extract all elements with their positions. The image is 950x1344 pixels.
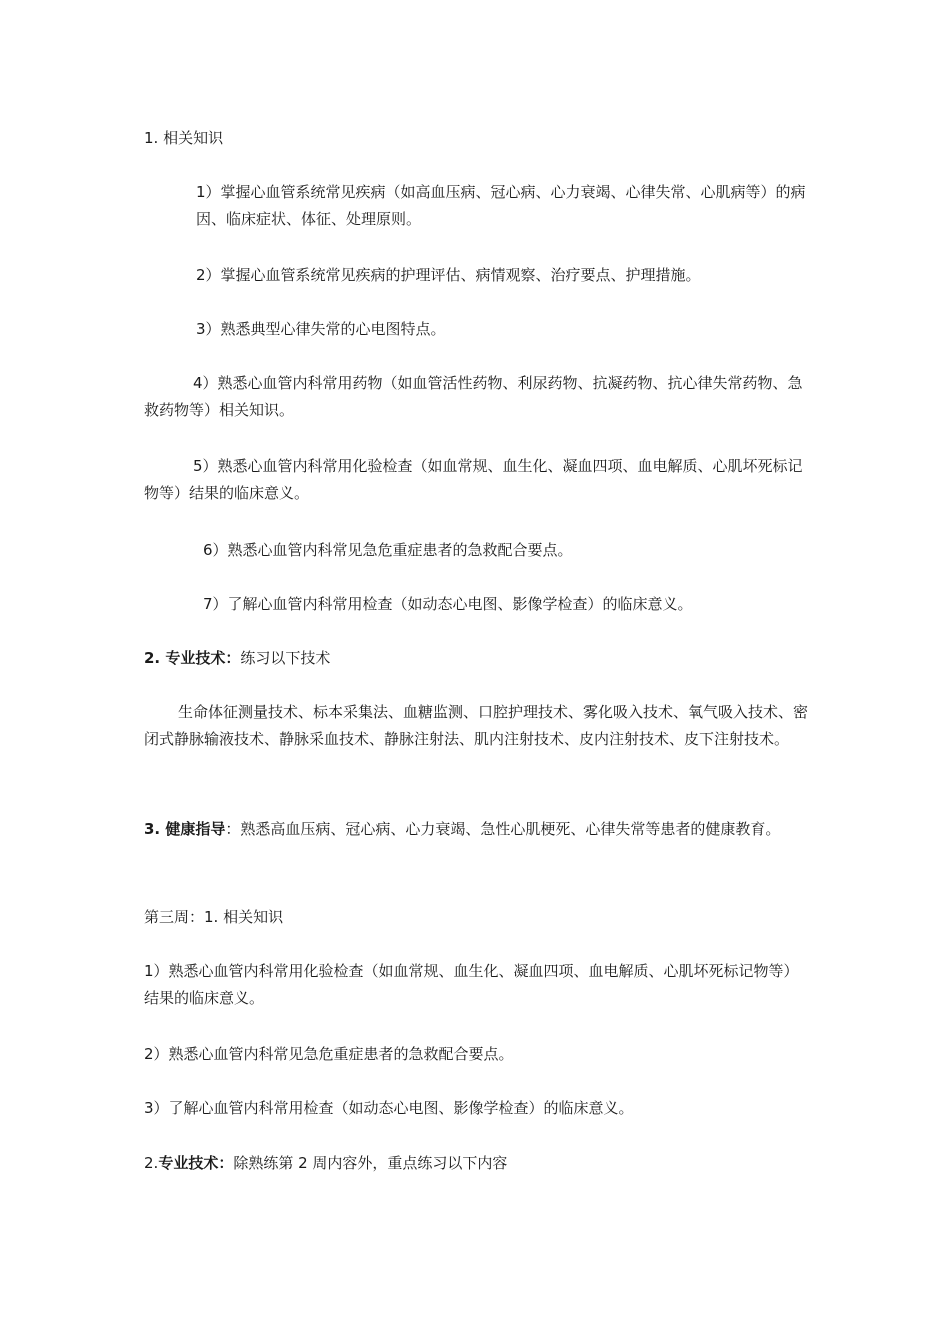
week3-tech-heading <box>144 1150 808 1177</box>
section1-item-7: 7）了解心血管内科常用检查（如动态心电图、影像学检查）的临床意义。 <box>203 595 693 613</box>
section1-item-4: 4）熟悉心血管内科常用药物（如血管活性药物、利尿药物、抗凝药物、抗心律失常药物、急救药物等）相关知识。 <box>144 374 803 419</box>
week3-item-3: 3）了解心血管内科常用检查（如动态心电图、影像学检查）的临床意义。 <box>144 1099 634 1117</box>
section3-heading <box>144 816 808 843</box>
week3-tech-rest: 除熟练第 2 周内容外，重点练习以下内容 <box>233 1154 508 1172</box>
week3-item-1: 1）熟悉心血管内科常用化验检查（如血常规、血生化、凝血四项、血电解质、心肌坏死标记物等）结果的临床意义。 <box>144 962 799 1007</box>
section2-body: 生命体征测量技术、标本采集法、血糖监测、口腔护理技术、雾化吸入技术、氧气吸入技术、密闭式静脉输液技术、静脉采血技术、静脉注射法、肌内注射技术、皮内注射技术、皮下注射技术。 <box>144 703 809 748</box>
section1-item-5: 5）熟悉心血管内科常用化验检查（如血常规、血生化、凝血四项、血电解质、心肌坏死标记物等）结果的临床意义。 <box>144 457 803 502</box>
week3-heading: 第三周：1. 相关知识 <box>144 908 284 926</box>
section1-item-3: 3）熟悉典型心律失常的心电图特点。 <box>196 320 446 338</box>
section1-item-2: 2）掌握心血管系统常见疾病的护理评估、病情观察、治疗要点、护理措施。 <box>196 266 701 284</box>
week3-tech-bold: 专业技术： <box>158 1154 234 1172</box>
section1-heading: 1. 相关知识 <box>144 129 224 147</box>
section3-heading-bold: 3. 健康指导 <box>144 820 226 838</box>
section1-item-6: 6）熟悉心血管内科常见急危重症患者的急救配合要点。 <box>203 541 573 559</box>
section2-heading <box>144 645 808 672</box>
week3-tech-prefix: 2. <box>144 1154 159 1172</box>
section3-heading-rest: ：熟悉高血压病、冠心病、心力衰竭、急性心肌梗死、心律失常等患者的健康教育。 <box>225 820 781 838</box>
section2-heading-bold: 2. 专业技术： <box>144 649 241 667</box>
section2-heading-rest: 练习以下技术 <box>240 649 331 667</box>
week3-item-2: 2）熟悉心血管内科常见急危重症患者的急救配合要点。 <box>144 1045 514 1063</box>
section1-item-1: 1）掌握心血管系统常见疾病（如高血压病、冠心病、心力衰竭、心律失常、心肌病等）的病因、临床症状、体征、处理原则。 <box>196 183 806 228</box>
